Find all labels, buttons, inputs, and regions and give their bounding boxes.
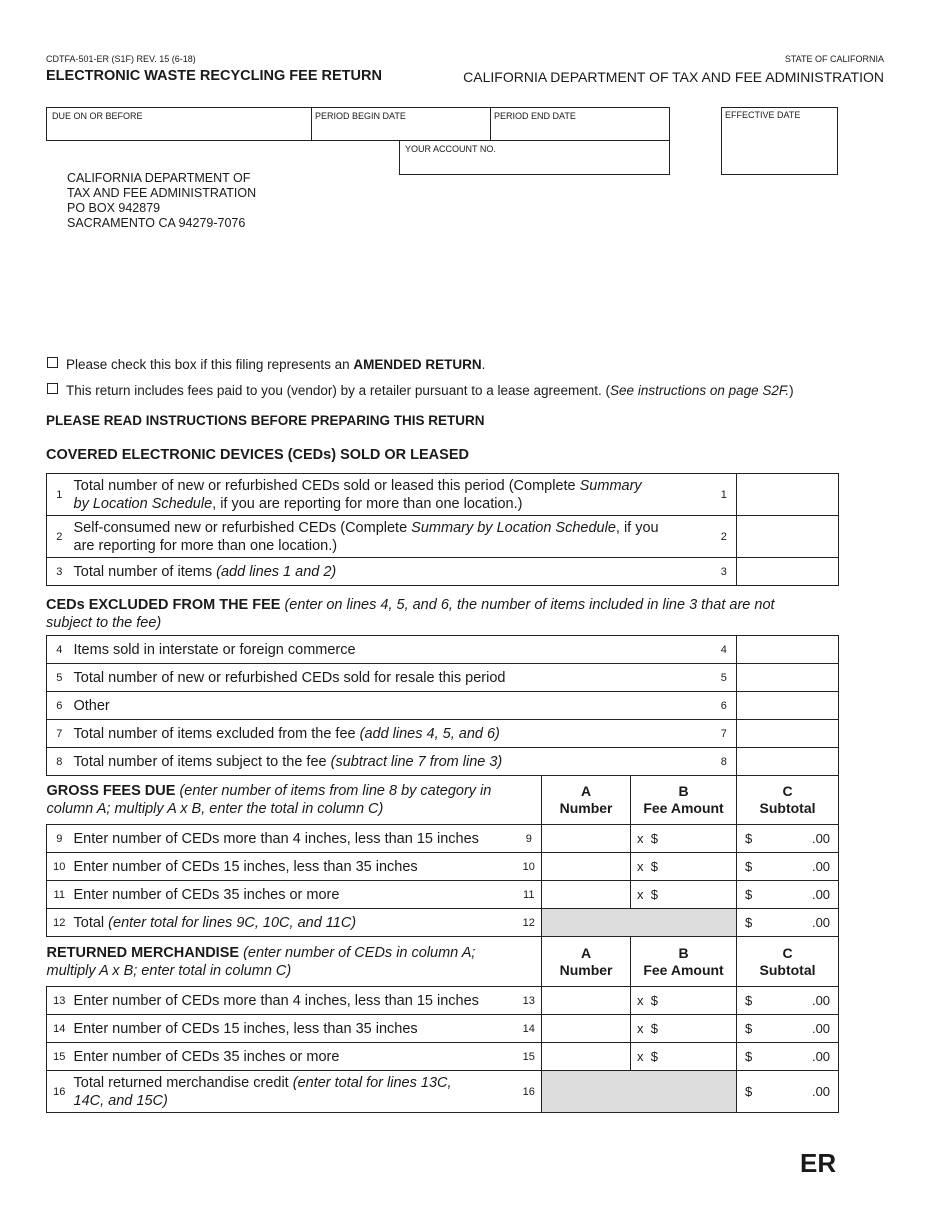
line-8-input[interactable] (737, 748, 839, 776)
period-fields (46, 107, 670, 141)
instructions-notice: PLEASE READ INSTRUCTIONS BEFORE PREPARING THIS RETURN (46, 413, 485, 428)
line-7-input[interactable] (737, 720, 839, 748)
table-row: 15 Enter number of CEDs 35 inches or more 15 x $ $ .00 (47, 1043, 839, 1071)
form-title: ELECTRONIC WASTE RECYCLING FEE RETURN (46, 68, 382, 84)
line-2-input[interactable] (737, 516, 839, 558)
line-15c-input[interactable]: $ .00 (737, 1043, 839, 1071)
agency-name: CALIFORNIA DEPARTMENT OF TAX AND FEE ADMINISTRATION (463, 69, 884, 85)
line-5-input[interactable] (737, 664, 839, 692)
line-3-input[interactable] (737, 558, 839, 586)
amended-return-row: Please check this box if this filing represents an AMENDED RETURN. (47, 357, 485, 372)
section-ced-sold-title: COVERED ELECTRONIC DEVICES (CEDs) SOLD OR LEASED (46, 447, 469, 463)
line-10a-input[interactable] (542, 853, 631, 881)
account-field[interactable]: YOUR ACCOUNT NO. (399, 140, 670, 175)
table-row: 10 Enter number of CEDs 15 inches, less than 35 inches 10 x $ $ .00 (47, 853, 839, 881)
line-14a-input[interactable] (542, 1015, 631, 1043)
line-10c-input[interactable]: $ .00 (737, 853, 839, 881)
line-13a-input[interactable] (542, 987, 631, 1015)
section-returned-title: RETURNED MERCHANDISE (enter number of CEDs in column A; multiply A x B; enter total in column C) (47, 937, 542, 987)
amended-return-checkbox[interactable] (47, 357, 58, 368)
table-row: 7 Total number of items excluded from the fee (add lines 4, 5, and 6) 7 (47, 720, 839, 748)
table-row: 5 Total number of new or refurbished CEDs sold for resale this period 5 (47, 664, 839, 692)
table-row: 11 Enter number of CEDs 35 inches or more 11 x $ $ .00 (47, 881, 839, 909)
line-16c-input[interactable]: $ .00 (737, 1071, 839, 1113)
line-11c-input[interactable]: $ .00 (737, 881, 839, 909)
table-row: 16 Total returned merchandise credit (enter total for lines 13C, 14C, and 15C) 16 $ .00 (47, 1071, 839, 1113)
line-11b-input[interactable]: x $ (631, 881, 737, 909)
line-13c-input[interactable]: $ .00 (737, 987, 839, 1015)
line-9c-input[interactable]: $ .00 (737, 825, 839, 853)
mailing-address: CALIFORNIA DEPARTMENT OF TAX AND FEE ADMINISTRATION PO BOX 942879 SACRAMENTO CA 94279-7076 (67, 171, 257, 230)
line-1-input[interactable] (737, 474, 839, 516)
line-13b-input[interactable]: x $ (631, 987, 737, 1015)
excluded-table (46, 635, 839, 776)
line-12c-input[interactable]: $ .00 (737, 909, 839, 937)
line-11a-input[interactable] (542, 881, 631, 909)
due-date-field[interactable]: DUE ON OR BEFORE (52, 111, 143, 121)
table-row: 3 Total number of items (add lines 1 and 2) 3 (47, 558, 839, 586)
table-row: 4 Items sold in interstate or foreign commerce 4 (47, 636, 839, 664)
table-row: 6 Other 6 (47, 692, 839, 720)
line-14c-input[interactable]: $ .00 (737, 1015, 839, 1043)
table-row: 13 Enter number of CEDs more than 4 inches, less than 15 inches 13 x $ $ .00 (47, 987, 839, 1015)
line-4-input[interactable] (737, 636, 839, 664)
line-9b-input[interactable]: x $ (631, 825, 737, 853)
line-10b-input[interactable]: x $ (631, 853, 737, 881)
effective-date-field[interactable]: EFFECTIVE DATE (721, 107, 838, 175)
line-6-input[interactable] (737, 692, 839, 720)
ced-sold-table (46, 473, 839, 586)
state-label: STATE OF CALIFORNIA (784, 54, 884, 64)
section-gross-fees-title: GROSS FEES DUE (enter number of items from line 8 by category in column A; multiply A x B, enter the total in column C) (47, 776, 542, 825)
table-row: 12 Total (enter total for lines 9C, 10C, and 11C) 12 $ .00 (47, 909, 839, 937)
gross-fees-table (46, 775, 839, 1113)
form-code: ER (800, 1148, 837, 1178)
line-9a-input[interactable] (542, 825, 631, 853)
table-row: 9 Enter number of CEDs more than 4 inches, less than 15 inches 9 x $ $ .00 (47, 825, 839, 853)
line-14b-input[interactable]: x $ (631, 1015, 737, 1043)
table-row: 8 Total number of items subject to the fee (subtract line 7 from line 3) 8 (47, 748, 839, 776)
table-header-row: GROSS FEES DUE (enter number of items from line 8 by category in column A; multiply A x B, enter the total in column C) A Number B Fee Amount C Subtotal (47, 776, 839, 825)
form-id: CDTFA-501-ER (S1F) REV. 15 (6-18) (46, 54, 196, 64)
period-begin-field[interactable]: PERIOD BEGIN DATE (315, 111, 406, 121)
lease-agreement-row: This return includes fees paid to you (vendor) by a retailer pursuant to a lease agreement. (See instructions on page S2F.) (47, 383, 794, 398)
table-row: 1 Total number of new or refurbished CEDs sold or leased this period (Complete Summary by Location Schedule, if you are reporting for more than one location.) 1 (47, 474, 839, 516)
table-header-row: RETURNED MERCHANDISE (enter number of CEDs in column A; multiply A x B; enter total in column C) A Number B Fee Amount C Subtotal (47, 937, 839, 987)
period-end-field[interactable]: PERIOD END DATE (494, 111, 576, 121)
lease-agreement-checkbox[interactable] (47, 383, 58, 394)
line-15a-input[interactable] (542, 1043, 631, 1071)
section-excluded-title: CEDs EXCLUDED FROM THE FEE (enter on lines 4, 5, and 6, the number of items included in line 3 that are not subject to the fee) (46, 597, 775, 631)
table-row: 2 Self-consumed new or refurbished CEDs (Complete Summary by Location Schedule, if you are reporting for more than one location.) 2 (47, 516, 839, 558)
line-15b-input[interactable]: x $ (631, 1043, 737, 1071)
table-row: 14 Enter number of CEDs 15 inches, less than 35 inches 14 x $ $ .00 (47, 1015, 839, 1043)
